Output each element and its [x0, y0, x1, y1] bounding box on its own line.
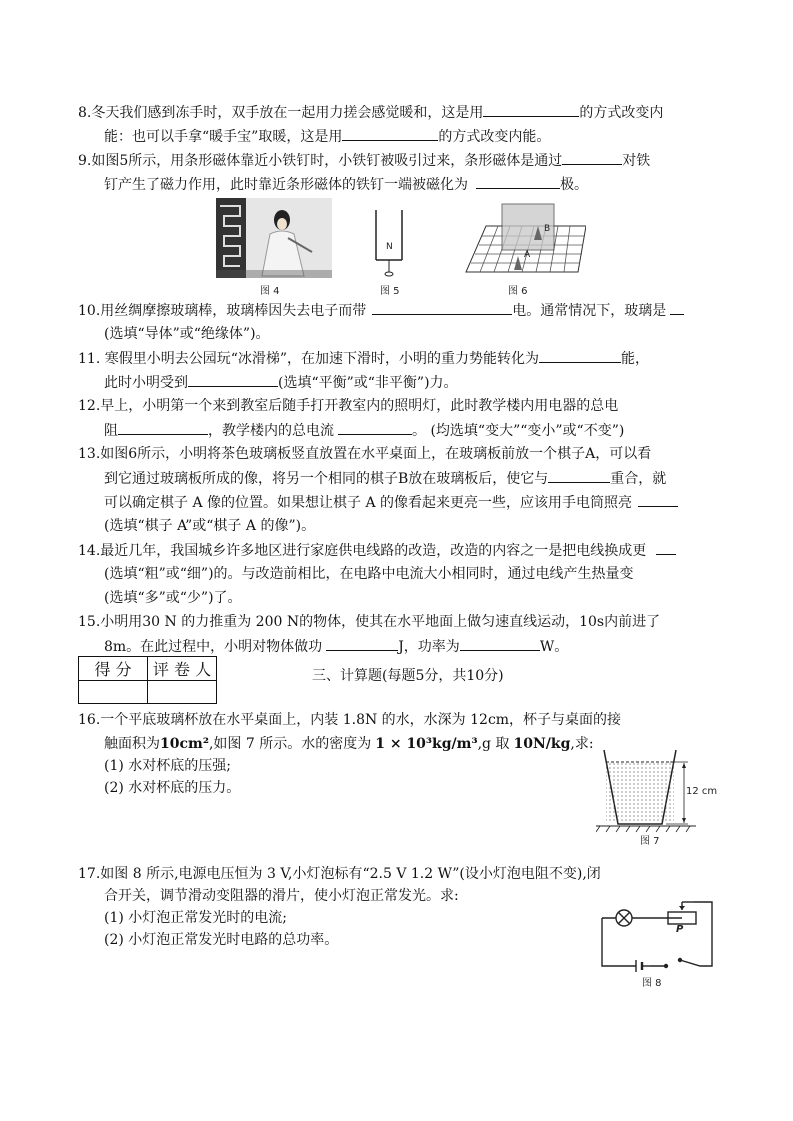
- q17-part1: (1) 小灯泡正常发光时的电流;: [104, 910, 287, 926]
- q10-line1: 10.用丝绸摩擦玻璃棒，玻璃棒因失去电子而带 电。通常情况下，玻璃是: [78, 300, 684, 321]
- figure-5-caption: 图 5: [380, 286, 400, 297]
- figure-8-circuit: [596, 898, 716, 989]
- q8-blank1[interactable]: [483, 102, 579, 117]
- piece-a-label: A: [524, 250, 531, 260]
- figure-7-caption: 图 7: [640, 836, 660, 847]
- q14-line1: 14.最近几年，我国城乡许多地区进行家庭供电线路的改造，改造的内容之一是把电线换成更: [78, 540, 676, 561]
- q16-part2: (2) 水对杯底的压力。: [104, 780, 241, 796]
- q12-blank2[interactable]: [338, 420, 412, 435]
- figure-6-caption: 图 6: [508, 286, 528, 297]
- q12-line1: 12.早上，小明第一个来到教室后随手打开教室内的照明灯，此时教学楼内用电器的总电: [78, 398, 619, 414]
- q9-line1: 9.如图5所示，用条形磁体靠近小铁钉时，小铁钉被吸引过来，条形磁体是通过 对铁: [78, 150, 650, 171]
- q15-blank2[interactable]: [460, 636, 540, 651]
- score-header: 得 分: [79, 657, 148, 681]
- q16-part1: (1) 水对杯底的压强;: [104, 758, 231, 774]
- q17-line2: 合开关，调节滑动变阻器的滑片，使小灯泡正常发光。求:: [104, 888, 459, 904]
- q8-line1: 8.冬天我们感到冻手时，双手放在一起用力搓会感觉暖和，这是用 的方式改变内: [78, 102, 663, 123]
- q13-line2: 到它通过玻璃板所成的像，将另一个相同的棋子B放在玻璃板后，使它与 重合，就: [104, 468, 666, 489]
- q10-blank2[interactable]: [670, 300, 684, 315]
- piece-b-label: B: [544, 224, 551, 234]
- figure-5-magnet: [370, 210, 410, 297]
- q16-line1: 16.一个平底玻璃杯放在水平桌面上，内装 1.8N 的水，水深为 12cm，杯子与桌面的接: [78, 712, 622, 728]
- q11-line1: 11. 寒假里小明去公园玩“冰滑梯”，在加速下滑时，小明的重力势能转化为 能，: [78, 348, 649, 369]
- figure-6-grid-board: [446, 198, 586, 297]
- q14-line3: (选填“多”或“少”)了。: [104, 590, 242, 606]
- q12-blank1[interactable]: [118, 420, 208, 435]
- q13-line4: (选填“棋子 A”或“棋子 A 的像”)。: [104, 518, 316, 534]
- q13-blank2[interactable]: [638, 492, 678, 507]
- q15-line1: 15.小明用30 N 的力推重为 200 N的物体，使其在水平地面上做匀速直线运动，10s内前进了: [78, 614, 661, 630]
- q13-line1: 13.如图6所示，小明将茶色玻璃板竖直放置在水平桌面上，在玻璃板前放一个棋子A，可以看: [78, 446, 652, 462]
- q16-line2: 触面积为10cm²,如图 7 所示。水的密度为 1 × 10³kg/m³,g 取 10N/kg,求:: [104, 736, 594, 752]
- q13-blank1[interactable]: [548, 468, 610, 483]
- q9-blank1[interactable]: [562, 150, 622, 165]
- section-3-heading: 三、计算题(每题5分，共10分): [312, 668, 504, 684]
- q9-blank2[interactable]: [476, 174, 560, 189]
- q15-blank1[interactable]: [326, 636, 398, 651]
- q12-line2: 阻 ，教学楼内的总电流 。 (均选填“变大”“变小”或“不变”): [104, 420, 624, 441]
- magnet-n-pole: N: [386, 242, 393, 252]
- q14-line2: (选填“粗”或“细”)的。与改造前相比，在电路中电流大小相同时，通过电线产生热量变: [104, 566, 634, 582]
- q9-line2: 钉产生了磁力作用，此时靠近条形磁体的铁钉一端被磁化为 极。: [104, 174, 588, 195]
- figure-4-painting: [216, 198, 332, 297]
- q8-line2: 能：也可以手拿“暖手宝”取暖，这是用 的方式改变内能。: [104, 126, 550, 147]
- q11-line2: 此时小明受到 (选填“平衡”或“非平衡”)力。: [104, 372, 458, 393]
- q17-part2: (2) 小灯泡正常发光时电路的总功率。: [104, 932, 339, 948]
- figure-8-caption: 图 8: [642, 978, 662, 989]
- q8-blank2[interactable]: [342, 126, 438, 141]
- q13-line3: 可以确定棋子 A 像的位置。如果想让棋子 A 的像看起来更亮一些，应该用手电筒照亮: [104, 492, 678, 513]
- depth-label: 12 cm: [686, 786, 718, 797]
- q15-line2: 8m。在此过程中，小明对物体做功 J，功率为 W。: [104, 636, 568, 657]
- q10-blank1[interactable]: [372, 300, 512, 315]
- q10-line2: (选填“导体”或“绝缘体”)。: [104, 326, 270, 342]
- density-value: 1 × 10³kg/m³: [375, 736, 478, 752]
- figure-7-glass: [596, 746, 726, 847]
- q14-blank1[interactable]: [656, 540, 676, 555]
- figure-4-caption: 图 4: [260, 286, 280, 297]
- grader-cell[interactable]: [148, 681, 217, 704]
- score-table: [78, 656, 217, 704]
- grader-header: 评 卷 人: [148, 657, 217, 681]
- q11-blank1[interactable]: [539, 348, 621, 363]
- q11-blank2[interactable]: [188, 372, 278, 387]
- area-value: 10cm²: [160, 736, 209, 752]
- g-value: 10N/kg: [513, 736, 571, 752]
- slider-p-label: P: [676, 924, 684, 935]
- score-cell[interactable]: [79, 681, 148, 704]
- q17-line1: 17.如图 8 所示,电源电压恒为 3 V,小灯泡标有“2.5 V 1.2 W”(设小灯泡电阻不变),闭: [78, 866, 601, 882]
